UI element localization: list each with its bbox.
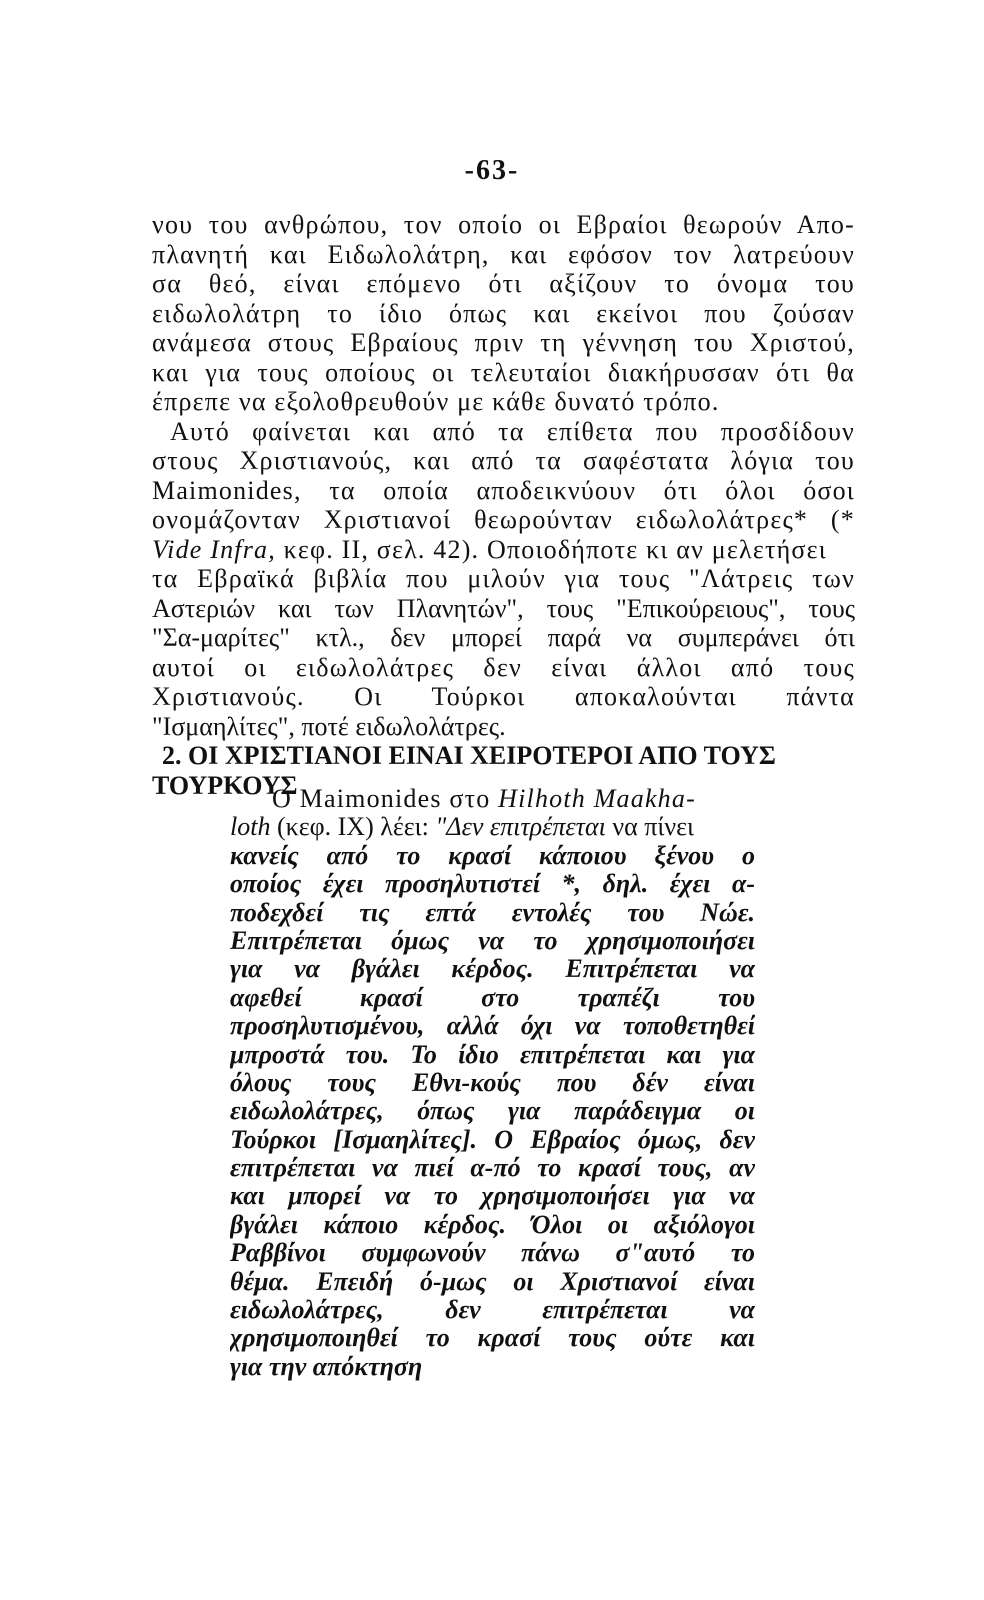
quotation-block bbox=[230, 785, 755, 1381]
text-line: πλανητή και Ειδωλολάτρη, και εφόσον τον λατρεύουν bbox=[152, 239, 855, 269]
quote-text: (κεφ. IX) λέει: bbox=[270, 812, 436, 842]
quote-text: να πίνει bbox=[605, 812, 694, 842]
quote-line: οποίος έχει προσηλυτιστεί *, δηλ. έχει α- bbox=[230, 870, 755, 899]
quote-line: αφεθεί κρασί στο τραπέζι του bbox=[230, 983, 755, 1012]
quote-line: Τούρκοι [Ισμαηλίτες]. Ο Εβραίος όμως, δεν bbox=[230, 1125, 755, 1154]
quote-line: θέμα. Επειδή ό-μως οι Χριστιανοί είναι bbox=[230, 1267, 755, 1296]
quote-line: Επιτρέπεται όμως να το χρησιμοποιήσει bbox=[230, 926, 755, 955]
text-line: τα Εβραϊκά βιβλία που μιλούν για τους "Λάτρεις των bbox=[152, 564, 855, 593]
section-heading: 2. ΟΙ ΧΡΙΣΤΙΑΝΟΙ ΕΙΝΑΙ ΧΕΙΡΟΤΕΡΟΙ ΑΠΟ ΤΟΥΣ bbox=[162, 741, 776, 770]
quote-line: βγάλει κάποιο κέρδος. Όλοι οι αξιόλογοι bbox=[230, 1210, 755, 1239]
source-title: Hilhoth Maakha- bbox=[498, 784, 696, 813]
text-line: ανάμεσα στους Εβραίους πριν τη γέννηση του Χριστού, bbox=[152, 328, 855, 357]
quote-line: για την απόκτηση bbox=[230, 1351, 423, 1381]
text-line: "Σα-μαρίτες" κτλ., δεν μπορεί παρά να συμπεράνει ότι bbox=[152, 623, 855, 652]
citation-text: κεφ. II, σελ. 42). Οποιοδήποτε κι αν μελετήσει bbox=[275, 534, 827, 564]
quote-line: χρησιμοποιηθεί το κρασί τους ούτε και bbox=[230, 1324, 755, 1353]
quote-line: ειδωλολάτρες, όπως για παράδειγμα οι bbox=[230, 1097, 755, 1126]
text-line: αυτοί οι ειδωλολάτρες δεν είναι άλλοι από τους bbox=[152, 652, 855, 682]
quote-text: Ο Maimonides στο bbox=[272, 784, 499, 813]
quote-line: Ραββίνοι συμφωνούν πάνω σ"αυτό το bbox=[230, 1239, 755, 1268]
quote-line: επιτρέπεται να πιεί α-πό το κρασί τους, αν bbox=[230, 1154, 755, 1183]
text-line: σα θεό, είναι επόμενο ότι αξίζουν το όνομα του bbox=[152, 269, 855, 298]
text-line: και για τους οποίους οι τελευταίοι διακήρυσσαν ότι θα bbox=[152, 357, 855, 387]
quote-line: ειδωλολάτρες, δεν επιτρέπεται να bbox=[230, 1296, 755, 1325]
quote-line: προσηλυτισμένου, αλλά όχι να τοποθετηθεί bbox=[230, 1012, 755, 1041]
text-line: νου του ανθρώπου, τον οποίο οι Εβραίοι θεωρούν Απο- bbox=[152, 210, 855, 239]
quote-line: όλους τους Εθνι-κούς που δέν είναι bbox=[230, 1068, 755, 1097]
quote-intro-line bbox=[272, 785, 755, 813]
quote-line: κανείς από το κρασί κάποιου ξένου ο bbox=[230, 841, 755, 870]
section-heading-cont: ΤΟΥΡΚΟΥΣ bbox=[152, 770, 298, 800]
text-line: ειδωλολάτρη το ίδιο όπως και εκείνοι που ζούσαν bbox=[152, 298, 855, 328]
text-line: "Ισμαηλίτες", ποτέ ειδωλολάτρες. bbox=[152, 711, 506, 741]
page-number: -63- bbox=[464, 155, 520, 186]
text-line: Maimonides, τα οποία αποδεικνύουν ότι όλοι όσοι bbox=[152, 475, 855, 505]
text-line: Χριστιανούς. Οι Τούρκοι αποκαλούνται πάντα bbox=[152, 682, 855, 711]
quote-intro-line bbox=[230, 813, 755, 841]
source-title: loth bbox=[230, 812, 271, 842]
text-line bbox=[152, 535, 855, 565]
quote-line: μπροστά του. Το ίδιο επιτρέπεται και για bbox=[230, 1040, 755, 1069]
quote-line: για να βγάλει κέρδος. Επιτρέπεται να bbox=[230, 955, 755, 984]
main-text bbox=[152, 210, 855, 800]
text-line: έπρεπε να εξολοθρευθούν με κάθε δυνατό τρόπο. bbox=[152, 387, 720, 416]
quote-line: και μπορεί να το χρησιμοποιήσει για να bbox=[230, 1182, 755, 1211]
text-line: Αυτό φαίνεται και από τα επίθετα που προσδίδουν bbox=[170, 416, 855, 446]
text-line: ονομάζονταν Χριστιανοί θεωρούνταν ειδωλολάτρες* (* bbox=[152, 505, 855, 534]
text-line: στους Χριστιανούς, και από τα σαφέστατα λόγια του bbox=[152, 446, 855, 475]
quote-italic: "Δεν επιτρέπεται bbox=[435, 812, 606, 842]
text-line: Αστεριών και των Πλανητών", τους "Επικούρειους", τους bbox=[152, 593, 855, 623]
quote-line: ποδεχδεί τις επτά εντολές του Νώε. bbox=[230, 898, 755, 927]
citation-italic: Vide Infra, bbox=[152, 534, 276, 564]
